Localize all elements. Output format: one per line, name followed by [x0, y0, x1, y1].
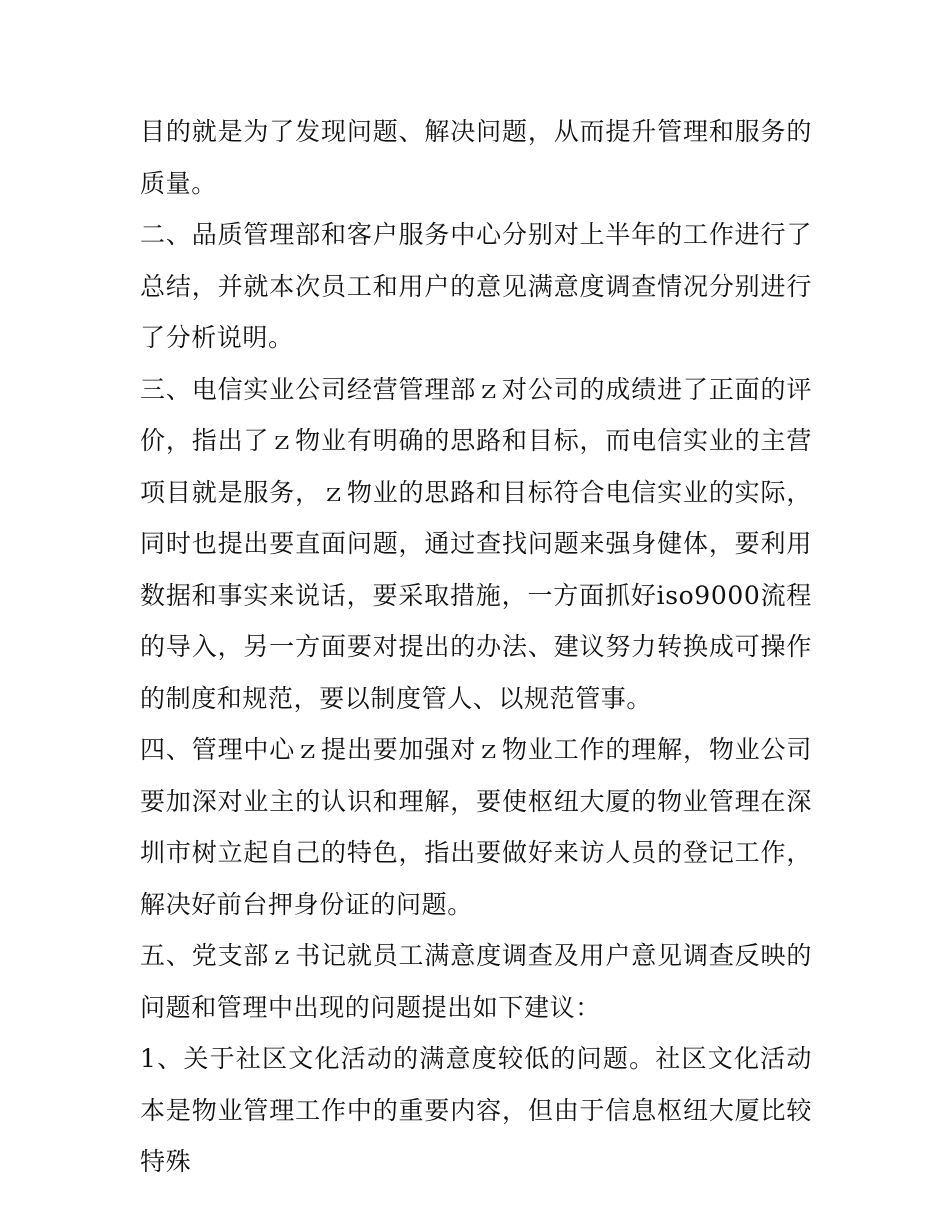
paragraph-6: 1、关于社区文化活动的满意度较低的问题。社区文化活动本是物业管理工作中的重要内容，但由于信息枢纽大厦比较特殊: [140, 1044, 812, 1176]
paragraph-5: 五、党支部ｚ书记就员工满意度调查及用户意见调查反映的问题和管理中出现的问题提出如下建议：: [140, 941, 812, 1022]
paragraph-1: 目的就是为了发现问题、解决问题，从而提升管理和服务的质量。: [140, 117, 812, 198]
paragraph-3: 三、电信实业公司经营管理部ｚ对公司的成绩进了正面的评价，指出了ｚ物业有明确的思路和目标，而电信实业的主营项目就是服务，ｚ物业的思路和目标符合电信实业的实际，同时也提出要直面问题，通过查找问题来强身健体，要利用数据和事实来说话，要采取措施，一方面抓好iso9000流程的导入，另一方面要对提出的办法、建议努力转换成可操作的制度和规范，要以制度管人、以规范管事。: [140, 374, 812, 713]
document-body: [140, 106, 812, 1188]
paragraph-4: 四、管理中心ｚ提出要加强对ｚ物业工作的理解，物业公司要加深对业主的认识和理解，要使枢纽大厦的物业管理在深圳市树立起自己的特色，指出要做好来访人员的登记工作，解决好前台押身份证的问题。: [140, 735, 812, 919]
paragraph-2: 二、品质管理部和客户服务中心分别对上半年的工作进行了总结，并就本次员工和用户的意见满意度调查情况分别进行了分析说明。: [140, 220, 812, 352]
